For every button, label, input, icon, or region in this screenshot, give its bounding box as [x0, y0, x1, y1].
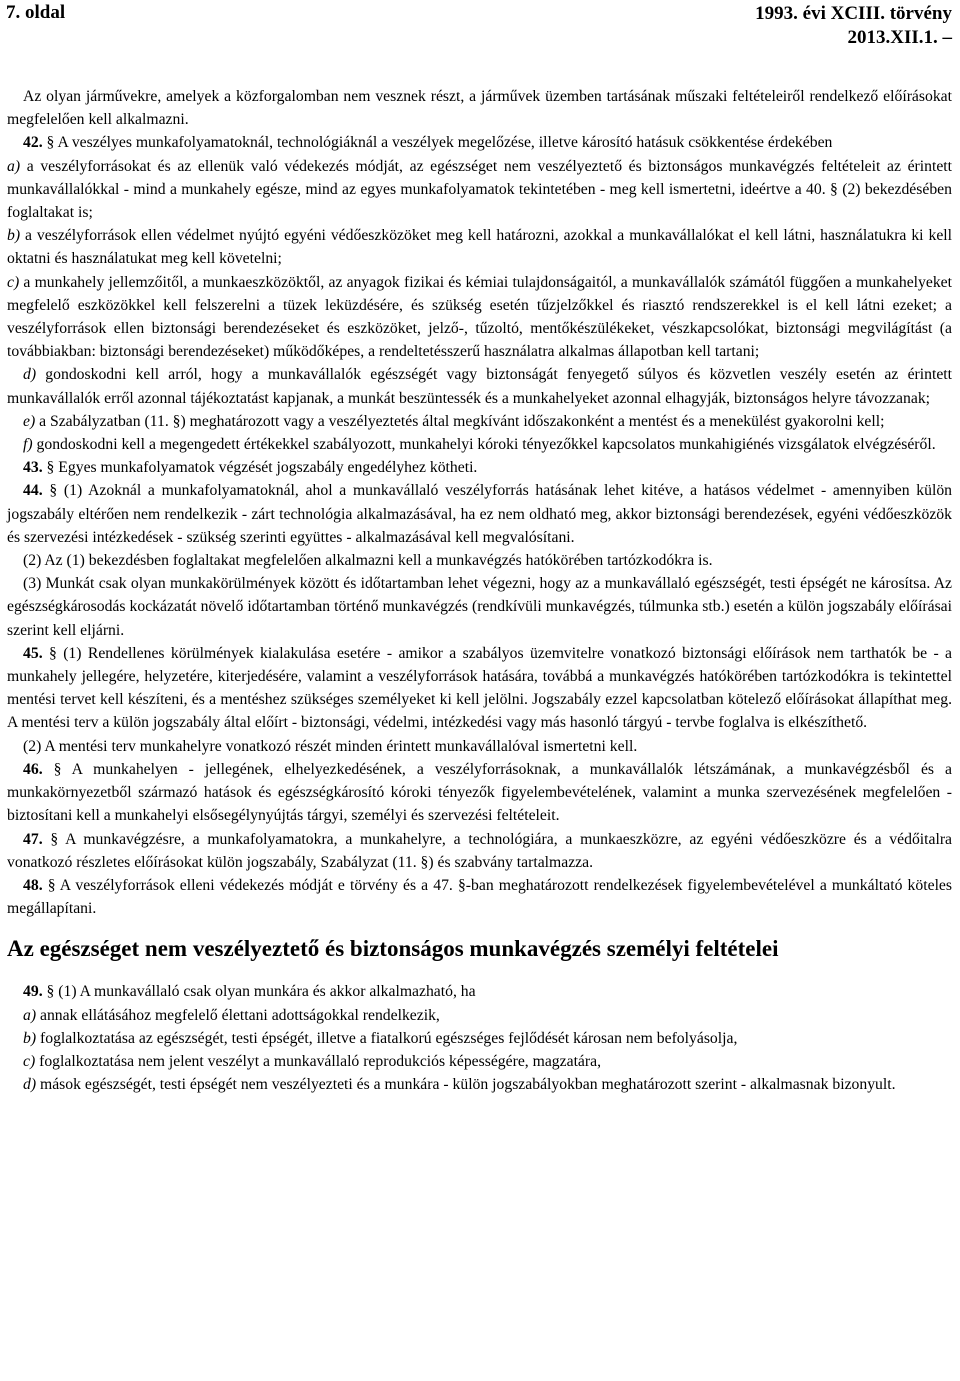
section-42 [7, 131, 952, 154]
point-text: a Szabályzatban (11. §) meghatározott vagy a veszélyeztetés által megkívánt időszakonként a mentést és a menekülést gyakorolni kell; [39, 412, 885, 430]
point-label: d) [23, 1076, 37, 1094]
section-45 [7, 642, 952, 735]
section-text: A veszélyes munkafolyamatoknál, technológiáknál a veszélyek megelőzése, illetve károsító hatásuk csökkentése érdekében [57, 134, 833, 152]
point-text: a munkahely jellemzőitől, a munkaeszközöktől, az anyagok fizikai és kémiai tulajdonságaitól, a munkavállalók számától függően a munkahelyeket megfelelő eszközökkel kell felszerelni a tüzek leküzdésére, és szükség esetén tűzjelzőkkel és riasztó rendszerekkel is el kell látni ezeket; a veszélyforrások ellen biztonsági berendezéseket és eszközöket, jelző-, tűzoltó, mentőkészülékeket, vészkapcsolókat, biztonsági megvilágítást (a továbbiakban: biztonsági berendezéseket) működőképes, a rendeltetésszerű használatra alkalmas állapotban kell tartani; [7, 273, 952, 361]
point-text: gondoskodni kell arról, hogy a munkavállalók egészségét vagy biztonságát fenyegető súlyos és közvetlen veszély esetén az érintett munkavállalók erről azonnal tájékoztatást kapjanak, a munkát beszüntessék és a munkahelyeket azonnal elhagyják, biztonságos helyre távozzanak; [7, 366, 952, 407]
point-42b [7, 224, 952, 270]
section-45-2: (2) A mentési terv munkahelyre vonatkozó részét minden érintett munkavállalóval ismertetni kell. [23, 737, 638, 755]
point-text: a veszélyforrásokat és az ellenük való védekezés módját, az egészséget nem veszélyeztető és biztonságos munkavégzés feltételeit az érintett munkavállalókkal - mind a munkahely egésze, mind az egyes munkafolyamatok tekintetében - meg kell ismertetni, ideértve a 40. § (2) bekezdésében foglaltakat is; [7, 157, 953, 222]
section-sign: § [46, 459, 55, 477]
point-label: d) [23, 366, 37, 384]
section-number: 42. [23, 134, 43, 152]
point-42a [7, 155, 952, 225]
section-text: (1) Azoknál a munkafolyamatoknál, ahol a munkavállaló veszélyforrás hatásának lehet kitéve, a hatásos védelmet - amennyiben külön jogszabály eltérően nem rendelkezik - zárt technológia alkalmazásával, ha ez nem oldható meg, akkor biztonsági berendezések, egyéni védőeszközök és szervezési intézkedések - szükség szerinti együttes - alkalmazásával kell megvalósítani. [7, 482, 953, 546]
section-48 [7, 874, 952, 920]
point-text: mások egészségét, testi épségét nem veszélyezteti és a munkára - külön jogszabályokban meghatározott szerint - alkalmasnak bizonyult. [40, 1076, 896, 1094]
section-47 [7, 828, 952, 874]
section-number: 43. [23, 459, 43, 477]
point-label: c) [7, 273, 20, 291]
point-text: gondoskodni kell a megengedett értékekkel szabályozott, munkahelyi kóroki tényezőkkel kapcsolatos munkahigiénés vizsgálatok elvégzéséről. [36, 436, 936, 454]
point-42c [7, 271, 952, 364]
section-sign: § [49, 482, 58, 500]
document-body [7, 85, 952, 1096]
law-reference [755, 2, 952, 50]
section-sign: § [47, 876, 56, 894]
section-sign: § [53, 760, 62, 778]
section-43 [7, 456, 952, 479]
point-49b [7, 1027, 952, 1050]
section-sign: § [46, 134, 55, 152]
point-text: foglalkoztatása nem jelent veszélyt a munkavállaló reprodukciós képességére, magzatára, [39, 1052, 602, 1070]
point-49a [7, 1004, 952, 1027]
point-label: a) [23, 1006, 37, 1024]
point-label: b) [23, 1029, 37, 1047]
point-49c [7, 1050, 952, 1073]
section-number: 49. [23, 983, 43, 1001]
point-text: a veszélyforrások ellen védelmet nyújtó egyéni védőeszközöket meg kell határozni, azokkal a munkavállalókat el kell látni, használatukra ki kell oktatni és használatukat meg kell követelni; [7, 227, 952, 268]
section-46 [7, 758, 952, 828]
point-42d [7, 363, 952, 409]
section-number: 44. [23, 482, 43, 500]
section-sign: § [50, 830, 59, 848]
point-42e [7, 410, 952, 433]
point-49d [7, 1073, 952, 1096]
point-label: f) [23, 436, 33, 454]
point-42f [7, 433, 952, 456]
law-title: 1993. évi XCIII. törvény [755, 3, 952, 24]
section-text: A munkavégzésre, a munkafolyamatokra, a munkahelyre, a technológiára, a munkaeszközre, az egyéni védőeszközre és a védőitalra vonatkozó részletes előírásokat külön jogszabály, Szabályzat (11. §) és szabvány tartalmazza. [7, 830, 953, 871]
section-49 [7, 980, 952, 1003]
section-sign: § [48, 644, 57, 662]
point-text: foglalkoztatása az egészségét, testi épségét, illetve a fiatalkorú egészséges fejlődését károsan nem befolyásolja, [40, 1029, 738, 1047]
section-text: A veszélyforrások elleni védekezés módját e törvény és a 47. §-ban meghatározott rendelkezések figyelembevételével a munkáltató köteles megállapítani. [7, 876, 952, 918]
section-text: A munkahelyen - jellegének, elhelyezkedésének, a veszélyforrásoknak, a munkavállalók létszámának, a munkavégzésből és a munkakörnyezetből származó hatások és egészségkárosító kóroki tényezők figyelembevételének, valamint a munka szervezésének megfelelően - biztosítani kell a munkahelyi elsősegélynyújtás tárgyi, személyi és szervezési feltételeit. [7, 760, 952, 825]
section-number: 45. [23, 644, 43, 662]
point-label: c) [23, 1052, 36, 1070]
section-number: 48. [23, 876, 43, 894]
section-text: (1) Rendellenes körülmények kialakulása esetére - amikor a szabályos üzemvitelre vonatkozó biztonsági előírások nem tarthatók be - a munkahely jellegére, helyzetére, kiterjedésére, valamint a veszélyforrások hatására, továbbá a munkavégzés hatókörében tartózkodókra is tekintettel mentési tervet kell készíteni, és a mentéshez szükséges személyeket ki kell jelölni. Jogszabály ezzel kapcsolatban kötelező előírásokat állapíthat meg. A mentési terv a külön jogszabály által előírt - biztonsági, védelmi, intézkedési vagy más hasonló tárgyú - tervbe foglalva is elkészíthető. [7, 644, 953, 732]
section-sign: § [46, 983, 55, 1001]
paragraph-intro: Az olyan járművekre, amelyek a közforgalomban nem vesznek részt, a járművek üzemben tartásának műszaki feltételeiről rendelkező előírásokat megfelelően kell alkalmazni. [7, 88, 952, 129]
point-label: e) [23, 412, 36, 430]
section-44 [7, 479, 952, 549]
section-44-3: (3) Munkát csak olyan munkakörülmények között és időtartamban lehet végezni, hogy az a munkavállaló egészségét, testi épségét ne károsítsa. Az egészségkárosodás kockázatát növelő időtartamban történő munkavégzés (rendkívüli munkavégzés, túlmunka stb.) esetén a külön jogszabály előírásai szerint kell eljárni. [7, 575, 952, 639]
point-label: a) [7, 157, 21, 175]
section-number: 47. [23, 830, 43, 848]
section-number: 46. [23, 760, 43, 778]
point-label: b) [7, 227, 21, 245]
section-text: Egyes munkafolyamatok végzését jogszabály engedélyhez kötheti. [58, 459, 478, 477]
point-text: annak ellátásához megfelelő élettani adottságokkal rendelkezik, [40, 1006, 440, 1024]
section-44-2: (2) Az (1) bekezdésben foglaltakat megfelelően alkalmazni kell a munkavégzés hatókörében tartózkodókra is. [23, 552, 713, 570]
section-text: (1) A munkavállaló csak olyan munkára és akkor alkalmazható, ha [58, 983, 476, 1001]
effective-date: 2013.XII.1. – [847, 27, 952, 48]
section-heading: Az egészséget nem veszélyeztető és biztonságos munkavégzés személyi feltételei [7, 936, 779, 962]
page-number: 7. oldal [6, 2, 66, 23]
